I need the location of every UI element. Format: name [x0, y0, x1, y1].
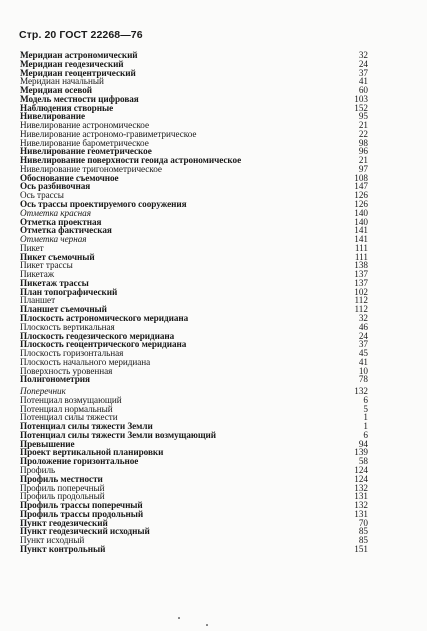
index-term: Отметка красная: [20, 207, 91, 218]
index-page-number: 147: [354, 181, 368, 192]
index-page-number: 37: [358, 67, 368, 78]
index-term: Нивелирование геометрическое: [20, 146, 152, 157]
index-term: Меридиан геодезический: [20, 58, 124, 69]
index-page-number: 132: [354, 500, 368, 511]
index-page-number: 70: [358, 517, 368, 528]
index-term: Профиль трассы продольный: [20, 508, 144, 519]
index-term: Отметка проектная: [20, 216, 102, 227]
index-term: Профиль трассы поперечный: [20, 500, 143, 511]
index-term: Наблюдения створные: [20, 102, 114, 113]
index-page-number: 32: [358, 312, 368, 323]
index-page-number: 139: [354, 447, 368, 458]
index-page-number: 97: [358, 163, 368, 174]
index-term: Пикет трассы: [20, 260, 73, 271]
index-page-number: 112: [354, 304, 368, 315]
index-term: Проект вертикальной планировки: [20, 447, 164, 458]
index-term: Полигонометрия: [20, 374, 90, 385]
index-term: Плоскость геодезического меридиана: [20, 330, 175, 341]
index-term: Потенциал силы тяжести Земли: [20, 421, 153, 432]
index-term: Модель местности цифровая: [20, 93, 139, 104]
index-page-number: 108: [354, 172, 368, 183]
index-page-number: 94: [358, 438, 368, 449]
index-page-number: 140: [354, 207, 368, 218]
index-term: Профиль продольный: [20, 491, 105, 502]
index-term: Потенциал нормальный: [20, 403, 113, 414]
index-term: Планшет съемочный: [20, 304, 107, 315]
index-entry: [20, 375, 368, 384]
index-term: План топографический: [20, 286, 118, 297]
index-term: Пикетаж трассы: [20, 277, 89, 288]
index-page-number: 46: [358, 321, 368, 332]
page-header: Стр. 20 ГОСТ 22268—76: [19, 29, 143, 41]
index-term: Профиль: [20, 464, 56, 475]
index-term: Ось трассы: [20, 190, 64, 201]
index-term: Пункт контрольный: [20, 543, 106, 554]
index-term: Ось трассы проектируемого сооружения: [20, 199, 187, 210]
index-entry: [20, 545, 368, 554]
index-entry: [20, 457, 368, 466]
speck: [206, 624, 208, 626]
index-term: Проложение горизонтальное: [20, 456, 139, 467]
index-page-number: 141: [354, 225, 368, 236]
index-entry: [20, 182, 368, 191]
index-term: Пикет: [20, 242, 44, 253]
index-page-number: 138: [354, 260, 368, 271]
index-page-number: 6: [363, 429, 368, 440]
index-term: Нивелирование тригонометрическое: [20, 163, 162, 174]
index-page-number: 41: [358, 356, 368, 367]
index-term: Превышение: [20, 438, 75, 449]
index-term: Нивелирование: [20, 111, 85, 122]
index-page-number: 5: [363, 403, 368, 414]
index-term: Нивелирование поверхности геоида астрономическое: [20, 155, 242, 166]
index-page-number: 1: [363, 421, 368, 432]
index-page-number: 112: [354, 295, 368, 306]
index-page-number: 37: [358, 339, 368, 350]
index-term: Отметка черная: [20, 234, 87, 245]
index-term: Нивелирование астрономо-гравиметрическое: [20, 128, 197, 139]
speck: [178, 617, 180, 619]
index-term: Обоснование съемочное: [20, 172, 119, 183]
index-page-number: 96: [358, 146, 368, 157]
index-term: Профиль поперечный: [20, 482, 105, 493]
index-term: Планшет: [20, 295, 56, 306]
index-term: Плоскость начального меридиана: [20, 356, 151, 367]
index-page-number: 85: [358, 535, 368, 546]
index-term: Плоскость вертикальная: [20, 321, 115, 332]
index-term: Профиль местности: [20, 473, 103, 484]
index-page-number: 102: [354, 286, 368, 297]
index-page-number: 60: [358, 85, 368, 96]
index-entry: [20, 235, 368, 244]
index-page-number: 151: [354, 543, 368, 554]
index-page-number: 22: [358, 128, 368, 139]
index-entry: [20, 288, 368, 297]
index-page-number: 41: [358, 76, 368, 87]
index-term: Меридиан осевой: [20, 85, 93, 96]
index-page-number: 137: [354, 269, 368, 280]
index-page-number: 21: [358, 120, 368, 131]
index-term: Плоскость горизонтальная: [20, 348, 124, 359]
index-page-number: 78: [358, 374, 368, 385]
index-term: Потенциал возмущающий: [20, 394, 122, 405]
index-term: Плоскость астрономического меридиана: [20, 312, 189, 323]
index-page-number: 24: [358, 58, 368, 69]
index-page-number: 111: [354, 242, 368, 253]
index-page-number: 58: [358, 456, 368, 467]
index-page-number: 103: [354, 93, 368, 104]
index-page-number: 111: [354, 251, 368, 262]
index-page-number: 152: [354, 102, 368, 113]
index-page-number: 32: [358, 50, 368, 60]
index-term: Потенциал силы тяжести: [20, 412, 118, 423]
index-page-number: 1: [363, 412, 368, 423]
index-page-number: 126: [354, 199, 368, 210]
index-term: Пикетаж: [20, 269, 55, 280]
index-term: Поверхность уровенная: [20, 365, 113, 376]
index-page-number: 140: [354, 216, 368, 227]
index-page-number: 131: [354, 508, 368, 519]
index-page-number: 126: [354, 190, 368, 201]
index-page-number: 124: [354, 473, 368, 484]
index-page-number: 10: [358, 365, 368, 376]
index-term: Нивелирование астрономическое: [20, 120, 149, 131]
index-page-number: 21: [358, 155, 368, 166]
index-page-number: 141: [354, 234, 368, 245]
index-term: Пикет съемочный: [20, 251, 95, 262]
index-term: Нивелирование барометрическое: [20, 137, 149, 148]
index-term: Пункт исходный: [20, 535, 85, 546]
index-term: Меридиан астрономический: [20, 50, 138, 60]
index-term: Меридиан начальный: [20, 76, 104, 87]
index-page-number: 95: [358, 111, 368, 122]
index-page-number: 85: [358, 526, 368, 537]
index-term: Потенциал силы тяжести Земли возмущающий: [20, 429, 217, 440]
index-page-number: 137: [354, 277, 368, 288]
index-term: Поперечник: [20, 386, 66, 397]
index-term: Меридиан геоцентрический: [20, 67, 136, 78]
index-page-number: 45: [358, 348, 368, 359]
index-page-number: 24: [358, 330, 368, 341]
index-page-number: 132: [354, 482, 368, 493]
index-term: Ось разбивочная: [20, 181, 91, 192]
index-page-number: 131: [354, 491, 368, 502]
index-page-number: 6: [363, 394, 368, 405]
index-term: Плоскость геоцентрического меридиана: [20, 339, 187, 350]
index-page-number: 132: [354, 386, 368, 397]
index-term: Пункт геодезический исходный: [20, 526, 150, 537]
index-page-number: 98: [358, 137, 368, 148]
index-page-number: 124: [354, 464, 368, 475]
index-term: Отметка фактическая: [20, 225, 112, 236]
index-entry: [20, 261, 368, 270]
subject-index: [20, 51, 368, 554]
index-term: Пункт геодезический: [20, 517, 108, 528]
